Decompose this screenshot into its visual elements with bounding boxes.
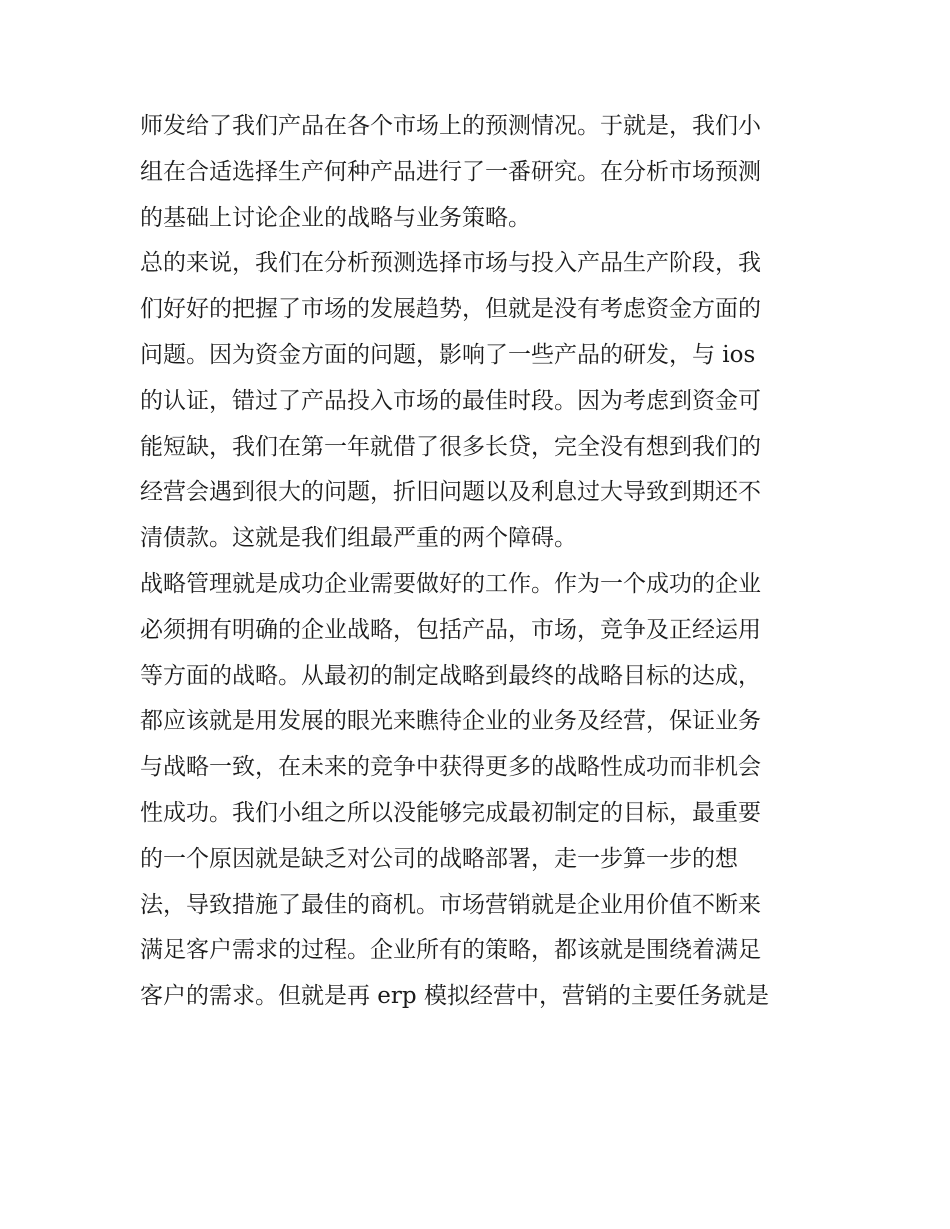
text-line-20: 客户的需求。但就是再 erp 模拟经营中，营销的主要任务就是 (140, 983, 769, 1010)
text-line-4: 总的来说，我们在分析预测选择市场与投入产品生产阶段，我 (140, 250, 761, 277)
text-line-19: 满足客户需求的过程。企业所有的策略，都该就是围绕着满足 (140, 937, 761, 964)
text-line-9: 经营会遇到很大的问题，折旧问题以及利息过大导致到期还不 (140, 479, 761, 506)
text-line-8: 能短缺，我们在第一年就借了很多长贷，完全没有想到我们的 (140, 433, 761, 460)
document-body (140, 104, 820, 1020)
text-line-11: 战略管理就是成功企业需要做好的工作。作为一个成功的企业 (140, 570, 761, 597)
text-line-2: 组在合适选择生产何种产品进行了一番研究。在分析市场预测 (140, 158, 761, 185)
text-line-13: 等方面的战略。从最初的制定战略到最终的战略目标的达成， (140, 662, 761, 689)
text-line-16: 性成功。我们小组之所以没能够完成最初制定的目标，最重要 (140, 799, 761, 826)
text-line-5: 们好好的把握了市场的发展趋势，但就是没有考虑资金方面的 (140, 296, 761, 323)
text-line-10: 清债款。这就是我们组最严重的两个障碍。 (140, 525, 577, 552)
text-line-12: 必须拥有明确的企业战略，包括产品，市场，竞争及正经运用 (140, 616, 761, 643)
text-line-17: 的一个原因就是缺乏对公司的战略部署，走一步算一步的想 (140, 845, 738, 872)
text-line-7: 的认证，错过了产品投入市场的最佳时段。因为考虑到资金可 (140, 387, 761, 414)
text-line-18: 法，导致措施了最佳的商机。市场营销就是企业用价值不断来 (140, 891, 761, 918)
text-line-15: 与战略一致，在未来的竞争中获得更多的战略性成功而非机会 (140, 754, 761, 781)
text-line-3: 的基础上讨论企业的战略与业务策略。 (140, 204, 531, 231)
text-line-6: 问题。因为资金方面的问题，影响了一些产品的研发，与 ios (140, 341, 756, 368)
text-line-1: 师发给了我们产品在各个市场上的预测情况。于就是，我们小 (140, 113, 761, 139)
text-line-14: 都应该就是用发展的眼光来瞧待企业的业务及经营，保证业务 (140, 708, 761, 735)
